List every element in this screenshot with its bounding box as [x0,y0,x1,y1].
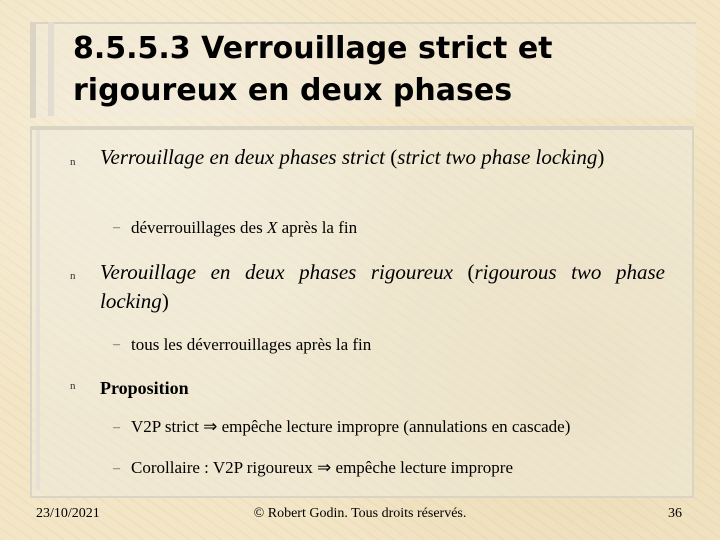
sub-bullet-dash: – [113,337,120,352]
list-item-strict: Verrouillage en deux phases strict (strict two phase locking) [100,145,605,169]
sub-item-strict-implication: V2P strict ⇒ empêche lecture impropre (annulations en cascade) [131,417,571,436]
bullet-square-icon: n [70,156,76,168]
slide-title: 8.5.5.3 Verrouillage strict et rigoureux en deux phases [73,31,553,108]
sub-bullet-dash: – [113,461,120,476]
implies-arrow-icon: ⇒ [317,458,332,477]
footer-copyright: © Robert Godin. Tous droits réservés. [253,506,467,521]
sub-bullet-dash: – [113,220,120,235]
list-item-rigorous: Verouillage en deux phases rigoureux (rigourous two phase locking) [100,260,665,313]
sub-item-corollary: Corollaire : V2P rigoureux ⇒ empêche lecture impropre [131,458,513,477]
sub-bullet-dash: – [113,420,120,435]
sub-item-strict-unlock: déverrouillages des X après la fin [131,218,358,237]
list-item-proposition: Proposition [100,378,189,398]
footer-page-number: 36 [668,506,682,521]
title-frame-accent [48,22,54,116]
content-frame-accent [36,130,40,490]
footer-date: 23/10/2021 [36,506,100,521]
bullet-square-icon: n [70,380,76,392]
sub-item-rigorous-unlock: tous les déverrouillages après la fin [131,335,372,354]
bullet-square-icon: n [70,270,76,282]
implies-arrow-icon: ⇒ [203,417,218,436]
